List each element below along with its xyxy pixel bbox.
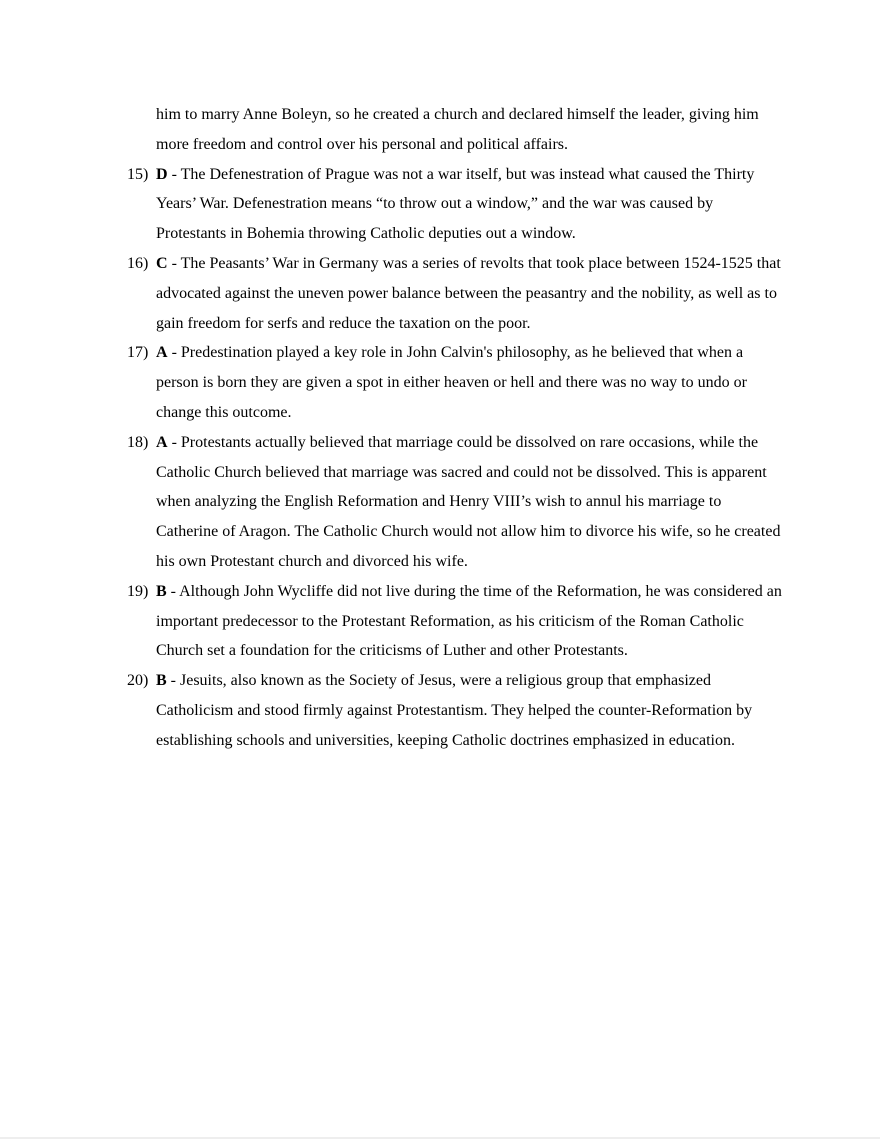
list-item [127, 338, 787, 427]
item-explanation: - The Peasants’ War in Germany was a series of revolts that took place between 1524-1525 that advocated against the uneven power balance between the peasantry and the nobility, as well as to gain freedom for serfs and reduce the taxation on the poor. [156, 254, 781, 332]
item-explanation: - The Defenestration of Prague was not a war itself, but was instead what caused the Thirty Years’ War. Defenestration means “to throw out a window,” and the war was caused by Protestants in Bohemia throwing Catholic deputies out a window. [156, 165, 755, 243]
item-explanation: - Protestants actually believed that marriage could be dissolved on rare occasions, while the Catholic Church believed that marriage was sacred and could not be dissolved. This is apparent when analyzing the English Reformation and Henry VIII’s wish to annul his marriage to Catherine of Aragon. The Catholic Church would not allow him to divorce his wife, so he created his own Protestant church and divorced his wife. [156, 433, 781, 570]
continued-paragraph [127, 100, 787, 160]
list-item [127, 666, 787, 755]
item-answer: B [156, 672, 167, 690]
list-item [127, 577, 787, 666]
list-item [127, 249, 787, 338]
item-answer: C [156, 254, 168, 272]
item-answer: A [156, 344, 168, 362]
list-item [127, 428, 787, 577]
answer-key-list [127, 100, 787, 756]
continued-text: him to marry Anne Boleyn, so he created a church and declared himself the leader, giving him more freedom and control over his personal and political affairs. [156, 106, 759, 153]
item-explanation: - Predestination played a key role in John Calvin's philosophy, as he believed that when a person is born they are given a spot in either heaven or hell and there was no way to undo or change this outcome. [156, 344, 747, 421]
item-number: 18) [127, 433, 149, 451]
item-explanation: - Although John Wycliffe did not live during the time of the Reformation, he was considered an important predecessor to the Protestant Reformation, as his criticism of the Roman Catholic Church set a foundation for the criticisms of Luther and other Protestants. [156, 582, 782, 660]
item-number: 15) [127, 165, 149, 183]
item-answer: B [156, 582, 167, 600]
item-number: 16) [127, 254, 149, 272]
item-number: 17) [127, 344, 149, 362]
item-answer: D [156, 165, 168, 183]
item-number: 20) [127, 672, 149, 690]
list-item [127, 160, 787, 249]
item-answer: A [156, 433, 168, 451]
item-explanation: - Jesuits, also known as the Society of Jesus, were a religious group that emphasized Catholicism and stood firmly against Protestantism. They helped the counter-Reformation by establishing schools and universities, keeping Catholic doctrines emphasized in education. [156, 672, 753, 749]
item-number: 19) [127, 582, 149, 600]
